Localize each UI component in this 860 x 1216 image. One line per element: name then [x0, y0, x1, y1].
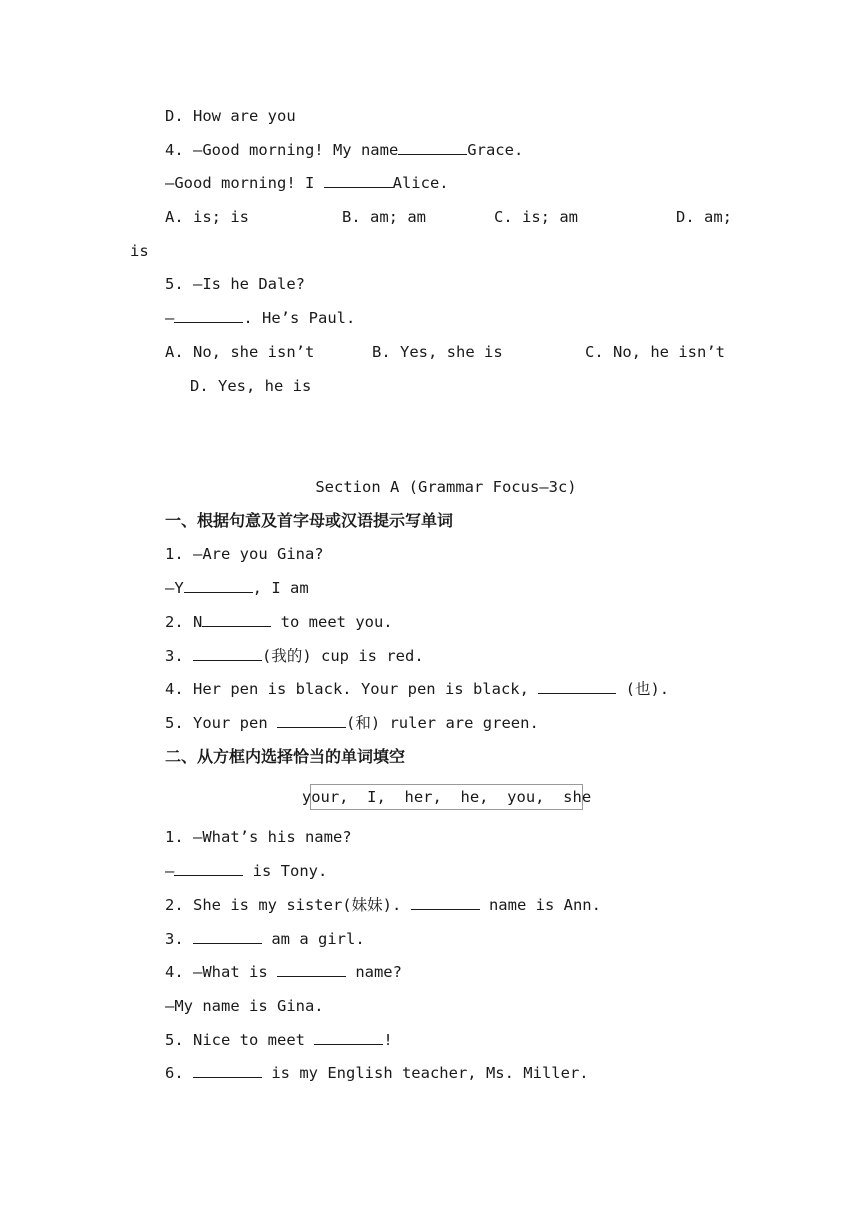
q5-option-d: D. Yes, he is	[190, 377, 312, 395]
q4-option-a: A. is; is	[165, 208, 249, 226]
q5-line1: 5. —Is he Dale?	[165, 275, 305, 293]
q5-option-b: B. Yes, she is	[372, 343, 503, 361]
p1-q3-post: (我的) cup is red.	[262, 647, 424, 665]
q5-line2-post: . He’s Paul.	[243, 309, 356, 327]
p1-q1-line2-pre: —Y	[165, 579, 184, 597]
p1-q3-pre: 3.	[165, 647, 193, 665]
p2-q6-post: is my English teacher, Ms. Miller.	[262, 1064, 589, 1082]
p1-q4-pre: 4. Her pen is black. Your pen is black,	[165, 680, 539, 698]
q4-option-d: D. am;	[676, 208, 732, 226]
answer-blank[interactable]	[193, 646, 262, 661]
section-title: Section A (Grammar Focus—3c)	[315, 478, 577, 496]
answer-blank[interactable]	[398, 140, 467, 155]
p1-q1-line2-post: , I am	[252, 579, 309, 597]
p2-q1-line1: 1. —What’s his name?	[165, 828, 352, 846]
p2-q4-line1	[165, 962, 402, 982]
q4-line2-pre: —Good morning! I	[165, 174, 324, 192]
p1-q2	[165, 612, 393, 632]
q4-line1-pre: 4. —Good morning! My name	[165, 141, 399, 159]
answer-blank[interactable]	[277, 962, 346, 977]
part1-heading: 一、根据句意及首字母或汉语提示写单词	[165, 511, 454, 530]
q4-option-b: B. am; am	[342, 208, 426, 226]
word-bank-box	[301, 784, 592, 810]
p2-q1-line2	[165, 861, 327, 881]
p1-q4-post: (也).	[616, 680, 670, 698]
answer-blank[interactable]	[193, 1063, 262, 1078]
p2-q5-pre: 5. Nice to meet	[165, 1031, 315, 1049]
answer-blank[interactable]	[538, 679, 616, 694]
answer-blank[interactable]	[277, 713, 346, 728]
answer-blank[interactable]	[184, 578, 253, 593]
p1-q3	[165, 646, 424, 666]
p1-q5-post: (和) ruler are green.	[345, 714, 539, 732]
part2-heading: 二、从方框内选择恰当的单词填空	[165, 747, 406, 766]
answer-blank[interactable]	[193, 929, 262, 944]
p2-q3	[165, 929, 365, 949]
p2-q3-pre: 3.	[165, 930, 193, 948]
p1-q5	[165, 713, 539, 733]
p2-q2	[165, 895, 601, 915]
p1-q4	[165, 679, 669, 699]
answer-blank[interactable]	[314, 1030, 383, 1045]
q5-option-a: A. No, she isn’t	[165, 343, 315, 361]
p2-q4-line2: —My name is Gina.	[165, 997, 324, 1015]
word-bank-text: your, I, her, he, you, she	[301, 788, 592, 806]
p2-q3-post: am a girl.	[262, 930, 365, 948]
answer-blank[interactable]	[174, 308, 243, 323]
p2-q6-pre: 6.	[165, 1064, 193, 1082]
q5-line2	[165, 308, 355, 328]
q4-line2	[165, 173, 449, 193]
p1-q2-post: to meet you.	[271, 613, 393, 631]
p2-q5	[165, 1030, 393, 1050]
p2-q1-line2-post: is Tony.	[243, 862, 328, 880]
answer-blank[interactable]	[324, 173, 393, 188]
p1-q2-pre: 2. N	[165, 613, 203, 631]
q5-line2-pre: —	[165, 309, 175, 327]
answer-blank[interactable]	[202, 612, 271, 627]
p2-q2-pre: 2. She is my sister(妹妹).	[165, 896, 411, 914]
q5-option-c: C. No, he isn’t	[585, 343, 725, 361]
answer-blank[interactable]	[174, 861, 243, 876]
p2-q1-line2-pre: —	[165, 862, 175, 880]
p2-q2-post: name is Ann.	[479, 896, 601, 914]
p2-q6	[165, 1063, 589, 1083]
q4-option-c: C. is; am	[494, 208, 578, 226]
q4-line1	[165, 140, 523, 160]
q4-line2-post: Alice.	[392, 174, 449, 192]
p2-q4-line1-pre: 4. —What is	[165, 963, 277, 981]
q4-line1-post: Grace.	[467, 141, 524, 159]
p1-q1-line2	[165, 578, 309, 598]
p1-q1-line1: 1. —Are you Gina?	[165, 545, 324, 563]
p2-q5-post: !	[383, 1031, 393, 1049]
q4-option-d-wrap: is	[130, 242, 149, 260]
p1-q5-pre: 5. Your pen	[165, 714, 277, 732]
q3-option-d: D. How are you	[165, 107, 296, 125]
answer-blank[interactable]	[411, 895, 480, 910]
p2-q4-line1-post: name?	[345, 963, 402, 981]
